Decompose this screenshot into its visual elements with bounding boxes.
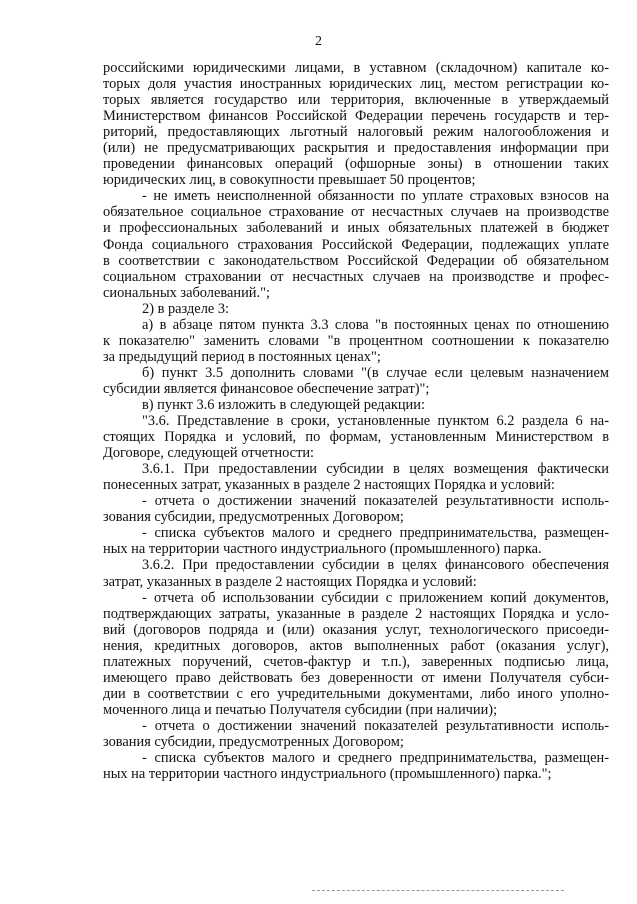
- text-line: "3.6. Представление в сроки, установленные пунктом 6.2 раздела 6 на-: [142, 413, 609, 430]
- text-line: имеющего право действовать без доверенности от имени Получателя субси-: [103, 669, 609, 686]
- text-line: 2) в разделе 3:: [142, 300, 230, 317]
- text-line: вий (договоров подряда и (или) оказания услуг, технологического присоеди-: [103, 621, 609, 638]
- text-line: Министерством финансов Российской Федерации перечень государств и тер-: [103, 108, 609, 125]
- page-number: 2: [315, 34, 322, 49]
- text-line: стоящих Порядка и условий, по формам, установленным Министерством в: [103, 429, 609, 446]
- text-line: в) пункт 3.6 изложить в следующей редакции:: [142, 396, 425, 413]
- text-line: - отчета о достижении значений показателей результативности исполь-: [142, 493, 609, 510]
- text-line: в соответствии с законодательством Российской Федерации об обязательном: [103, 252, 609, 269]
- text-line: - не иметь неисполненной обязанности по уплате страховых взносов на: [142, 188, 609, 205]
- text-line: сиональных заболеваний.";: [103, 284, 270, 301]
- text-line: проведении финансовых операций (офшорные зоны) в отношении таких: [103, 156, 609, 173]
- text-line: субсидии является финансовое обеспечение затрат)";: [103, 380, 430, 397]
- text-line: юридических лиц, в совокупности превышает 50 процентов;: [103, 172, 476, 189]
- text-line: зования субсидии, предусмотренных Договором;: [103, 733, 404, 750]
- text-line: подтверждающих затраты, указанные в разделе 2 настоящих Порядка и усло-: [103, 605, 609, 622]
- text-line: нения, кредитных договоров, актов выполненных работ (оказания услуг),: [103, 637, 609, 654]
- text-line: дии в соответствии с его учредительными документами, либо иного уполно-: [103, 685, 609, 702]
- text-line: за предыдущий период в постоянных ценах";: [103, 348, 381, 365]
- text-line: обязательное социальное страхование от несчастных случаев на производстве: [103, 204, 609, 221]
- text-line: зования субсидии, предусмотренных Договором;: [103, 509, 404, 526]
- text-line: Фонда социального страхования Российской Федерации, подлежащих уплате: [103, 236, 609, 253]
- text-line: риторий, предоставляющих льготный налоговый режим налогообложения и: [103, 124, 609, 141]
- text-line: ных на территории частного индустриального (промышленного) парка.";: [103, 766, 552, 783]
- text-line: российскими юридическими лицами, в уставном (складочном) капитале ко-: [103, 60, 609, 76]
- text-line: - отчета о достижении значений показателей результативности исполь-: [142, 717, 609, 734]
- text-line: - списка субъектов малого и среднего предпринимательства, размещен-: [142, 525, 609, 542]
- text-line: (или) не предусматривающих раскрытия и предоставления информации при: [103, 140, 609, 157]
- text-line: и профессиональных заболеваний и иных обязательных платежей в бюджет: [103, 220, 609, 237]
- text-line: ных на территории частного индустриального (промышленного) парка.: [103, 541, 542, 558]
- text-line: а) в абзаце пятом пункта 3.3 слова "в постоянных ценах по отношению: [142, 316, 609, 333]
- text-line: моченного лица и печатью Получателя субсидии (при наличии);: [103, 701, 498, 718]
- text-line: - списка субъектов малого и среднего предпринимательства, размещен-: [142, 750, 609, 767]
- text-line: 3.6.2. При предоставлении субсидии в целях финансового обеспечения: [142, 557, 609, 574]
- scan-edge-divider: [312, 890, 564, 891]
- text-line: платежных поручений, счетов-фактур и т.п.), заверенных подписью лица,: [103, 653, 609, 670]
- text-line: социальном страховании от несчастных случаев на производстве и профес-: [103, 268, 609, 285]
- text-line: торых является государство или территория, включенные в утверждаемый: [103, 92, 609, 109]
- text-line: Договоре, следующей отчетности:: [103, 445, 315, 462]
- text-line: торых доля участия иностранных юридических лиц, местом регистрации ко-: [103, 76, 609, 93]
- text-line: - отчета об использовании субсидии с приложением копий документов,: [142, 589, 609, 606]
- document-body: [103, 60, 609, 782]
- text-line: понесенных затрат, указанных в разделе 2 настоящих Порядка и условий:: [103, 477, 555, 494]
- text-line: 3.6.1. При предоставлении субсидии в целях возмещения фактически: [142, 461, 609, 478]
- text-line: б) пункт 3.5 дополнить словами "(в случае если целевым назначением: [142, 364, 609, 381]
- text-line: к показателю" заменить словами "в процентном соотношении к показателю: [103, 332, 609, 349]
- text-line: затрат, указанных в разделе 2 настоящих Порядка и условий:: [103, 573, 477, 590]
